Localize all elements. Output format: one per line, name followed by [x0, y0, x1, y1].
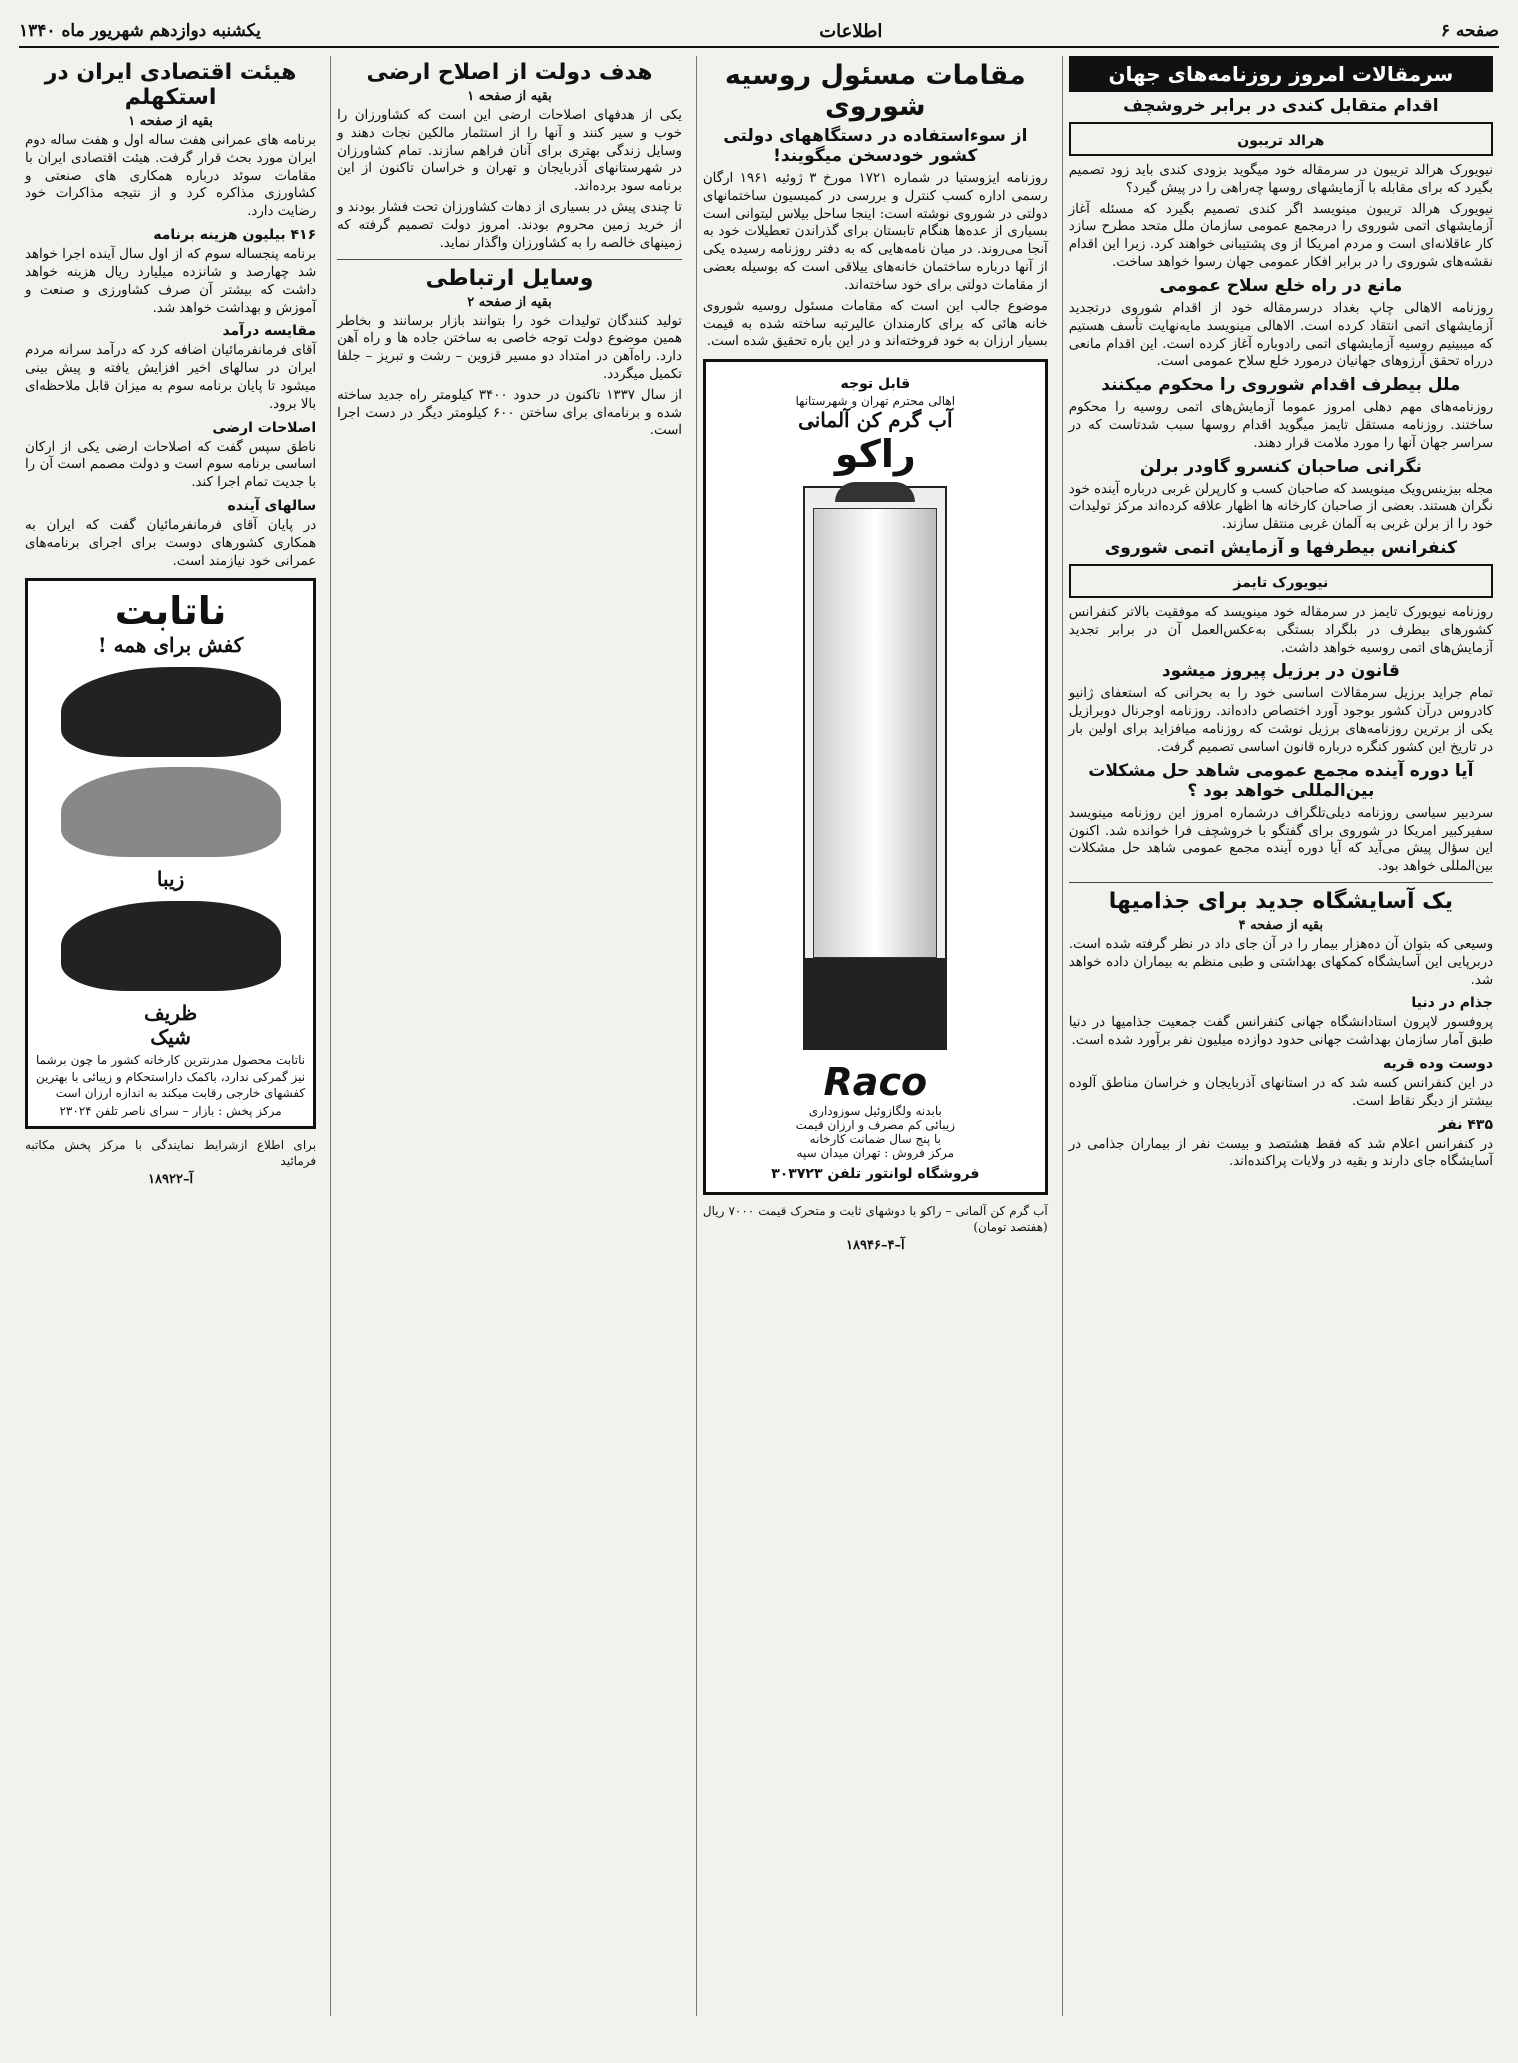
- column-soviet: [696, 56, 1054, 2016]
- article-title: هیئت اقتصادی ایران در استکهلم: [44, 60, 297, 110]
- columns: [19, 56, 1499, 2016]
- subhead: دوست وده قریه: [1383, 1056, 1493, 1072]
- article-title: مقامات مسئول روسیه شوروی: [724, 60, 1026, 122]
- ad-word: زیبا: [156, 867, 185, 892]
- shoe-illustration: [61, 667, 281, 757]
- subhead: جذام در دنیا: [1411, 995, 1493, 1012]
- article-title: وسایل ارتباطی: [425, 265, 594, 291]
- ad-word: شیک: [150, 1025, 191, 1050]
- ad-brand: ناتابت: [114, 589, 227, 634]
- column-land-reform: [330, 56, 688, 2016]
- water-heater-illustration: [803, 486, 947, 1050]
- divider: [1069, 882, 1493, 883]
- article-body: در پایان آقای فرمانفرمائیان گفت که ایران به همکاری کشورهای دوست برای اجرای برنامه‌های عمرانی خود نیازمند است.: [24, 518, 317, 569]
- article-title: هدف دولت از اصلاح ارضی: [366, 60, 653, 85]
- article-lead: نیویورک هرالد تریبون در سرمقاله خود میگوید بزودی کندی باید زود تصمیم بگیرد که برای مقابله با آزمایشهای روسها چه‌راهی را در پیش گیرد؟: [1068, 163, 1493, 196]
- article-title: اقدام متقابل کندی در برابر خروشچف: [1123, 96, 1439, 116]
- article-title: آیا دوره آینده مجمع عمومی شاهد حل مشکلات بین‌المللی خواهد بود ؟: [1088, 760, 1474, 801]
- article-body: از سال ۱۳۳۷ تاکنون در حدود ۳۴۰۰ کیلومتر راه جدید ساخته شده و برنامه‌ای برای ساختن ۶۰۰ کیلومتر دیگر در دست اجرا است.: [337, 387, 682, 439]
- article-body: تا چندی پیش در بسیاری از دهات کشاورزان تحت فشار بودند و از خرید زمین محروم بودند. امروز دولت تصمیم گرفته که زمینهای خالصه را به کشاورزان واگذار نماید.: [337, 200, 682, 251]
- issue-date: یکشنبه دوازدهم شهریور ماه ۱۳۴۰: [19, 21, 261, 41]
- section-banner: سرمقالات امروز روزنامه‌های جهان: [1069, 56, 1493, 92]
- article-title: مانع در راه خلع سلاح عمومی: [1159, 275, 1403, 296]
- column-economic: [19, 56, 322, 2016]
- article-body: در کنفرانس اعلام شد که فقط هشتصد و بیست نفر از بیماران جذامی در آسایشگاه جای دارند و بقیه در ولایات پراکنده‌اند.: [1068, 1136, 1493, 1170]
- article-body: ناطق سپس گفت که اصلاحات ارضی یکی از ارکان اساسی برنامه سوم است و دولت مصمم است آن را با جدیت تمام اجرا کند.: [24, 439, 317, 491]
- article-body: در این کنفرانس کسه شد که در استانهای آذربایجان و خراسان مناطق آلوده بیشتر از دیگر نقاط است.: [1068, 1076, 1493, 1109]
- ad-shop: فروشگاه لوانتور تلفن ۳۰۳۷۲۳: [771, 1166, 980, 1183]
- article-body: یکی از هدفهای اصلاحات ارضی این است که کشاورزان را خوب و سیر کنند و آنها را از استثمار مالکین نجات دهند و وسایل زندگی بهتری برای آنان فراهم سازند. تمام کشاورزان در شهرستانهای آذربایجان و تهران و خراسان تاکنون از این برنامه سود برده‌اند.: [337, 108, 682, 195]
- ad-footer: برای اطلاع ازشرایط نمایندگی با مرکز پخش مکاتبه فرمائید: [24, 1137, 317, 1168]
- ad-line: با پنج سال ضمانت کارخانه: [809, 1132, 941, 1147]
- article-title: ملل بیطرف اقدام شوروی را محکوم میکنند: [1101, 375, 1461, 396]
- article-kicker: بقیه از صفحه ۴: [1238, 917, 1324, 933]
- ad-head: آب گرم کن آلمانی: [798, 408, 953, 433]
- ad-dealer: مرکز فروش : تهران میدان سپه: [796, 1146, 955, 1161]
- ad-code: آ–۱۸۹۲۲: [148, 1171, 194, 1187]
- ad-sub: اهالی محترم تهران و شهرستانها: [795, 394, 956, 409]
- ad-tag: کفش برای همه !: [97, 633, 244, 658]
- article-subtitle: از سوءاستفاده در دستگاههای دولتی کشور خودسخن میگویند!: [723, 126, 1028, 166]
- subhead: مقایسه درآمد: [222, 323, 317, 340]
- natabet-shoe-ad: [25, 578, 316, 1128]
- article-body: مجله بیزینس‌ویک مینویسد که صاحبان کسب و کارپرلن غربی درباره آینده خود نگران هستند. بعضی از صاحبان کارخانه ها اظهار علاقه کرده‌اند مرکز تولیدات خود را از برلن غربی به آلمان غربی منتقل سازند.: [1068, 481, 1493, 533]
- article-body: آقای فرمانفرمائیان اضافه کرد که درآمد سرانه مردم ایران در سالهای اخیر افزایش یافته و پیش بینی میشود تا پایان برنامه سوم به میزان قابل ملاحظه‌ای بالا برود.: [24, 343, 317, 412]
- article-body: پروفسور لاپرون استادانشگاه جهانی کنفرانس گفت جمعیت جذامیها در دنیا طبق آمار سازمان بهداشت جهانی حدود دوازده میلیون نفر برآورد شده است.: [1068, 1015, 1493, 1049]
- subhead: ۴۱۶ بیلیون هزینه برنامه: [153, 227, 317, 244]
- article-kicker: بقیه از صفحه ۲: [467, 294, 552, 310]
- article-title: کنفرانس بیطرفها و آزمایش اتمی شوروی: [1104, 538, 1457, 558]
- masthead: [19, 16, 1499, 48]
- ad-line: بابدنه ولگازوئیل سوزوداری: [808, 1104, 942, 1119]
- ad-footer: آب گرم کن آلمانی – راکو با دوشهای ثابت و متحرک قیمت ۷۰۰۰ ریال (هفتصد تومان): [702, 1204, 1048, 1235]
- article-body: سردبیر سیاسی روزنامه دیلی‌تلگراف درشماره امروز این روزنامه مینویسد سفیرکبیر امریکا در شوروی برای گفتگو با خروشچف فرا خوانده شد. اکنون این سؤال پیش می‌آید که آیا دوره آینده مجمع عمومی شاهد حل مشکلات بین‌المللی خواهد بود.: [1068, 805, 1493, 875]
- ad-brand: راکو: [834, 432, 916, 477]
- newspaper-page: [19, 16, 1499, 2026]
- ad-desc: ناتابت محصول مدرنترین کارخانه کشور ما چون برشما نیز گمرکی ندارد، باکمک داراستحکام و زیبائی با بهترین کفشهای خارجی رقابت میکند به اندازه ارزان است: [35, 1053, 306, 1100]
- ad-line: زیبائی کم مصرف و ارزان قیمت: [795, 1118, 955, 1133]
- ad-title: قابل توجه: [840, 376, 911, 393]
- article-body: روزنامه‌های مهم دهلی امروز عموما آزمایش‌های اتمی روسیه را محکوم ساختند. روزنامه مستقل تایمز میگوید اقدام روسها سبب شدتاست که در سراسر جهان آنها را مورد ملامت قرار دهند.: [1068, 400, 1493, 451]
- article-kicker: بقیه از صفحه ۱: [128, 114, 213, 129]
- shoe-illustration: [61, 767, 281, 857]
- article-body: موضوع جالب این است که مقامات مسئول روسیه شوروی خانه هائی که برای کارمندان عالیرتبه ساخته شده به قیمت بسیار ارزان به خود فروخته‌اند و در این باره تحقیق شده است.: [702, 298, 1048, 350]
- article-body: روزنامه الاهالی چاپ بغداد درسرمقاله خود از اقدام شوروی درتجدید آزمایشهای اتمی انتقاد کرده است. الاهالی مینویسد مایه‌نهایت تأسف هستیم که میبینیم روسیه آزمایشهای اتمی رادوباره آغاز کرده است. این اقدام مانعی درراه تحقق آرزوهای جهانیان درمورد خلع سلاح عمومی است.: [1068, 300, 1493, 370]
- raco-ad: [703, 359, 1048, 1195]
- subhead: اصلاحات ارضی: [212, 419, 317, 436]
- column-editorials: [1062, 56, 1499, 2016]
- divider: [337, 259, 682, 260]
- ad-address: مرکز پخش : بازار – سرای ناصر تلفن ۲۳۰۲۴: [59, 1103, 282, 1118]
- paper-logo: نیویورک تایمز: [1069, 564, 1493, 598]
- article-body: برنامه های عمرانی هفت ساله اول و هفت ساله دوم ایران مورد بحث قرار گرفت. هیئت اقتصادی ایران با مقامات سوئد درباره همکاری های صنعتی و کشاورزی مذاکره کرد و از نتیجه مذاکرات خود رضایت دارد.: [24, 133, 317, 220]
- article-body: تولید کنندگان تولیدات خود را بتوانند بازار برسانند و بخاطر همین موضوع دولت توجه خاصی به ساختن جاده ها و راه آهن دارد. راه‌آهن در امتداد دو مسیر قزوین – رشت و تبریز – جلفا تکمیل میگردد.: [337, 313, 682, 382]
- ad-code: آ–۴–۱۸۹۴۶: [846, 1238, 905, 1254]
- article-kicker: بقیه از صفحه ۱: [467, 89, 552, 104]
- article-title: قانون در برزیل پیروز میشود: [1161, 661, 1400, 682]
- subhead: سالهای آینده: [227, 498, 317, 514]
- newspaper-title: اطلاعات: [819, 20, 883, 42]
- shoe-illustration: [61, 901, 281, 991]
- subhead: ۴۳۵ نفر: [1438, 1116, 1493, 1133]
- article-body: نیویورک هرالد تریبون مینویسد اگر کندی تصمیم بگیرد که مسئله آغاز آزمایشهای اتمی شوروی را درمجمع عمومی سازمان ملل متحد مطرح سازد کار عاقلانه‌ای است و مردم امریکا از وی پشتیبانی خواهند کرد. زیرا این اقدام نقشه‌های شوروی را در برابر افکار عمومی جهان رسوا خواهد ساخت.: [1068, 201, 1493, 271]
- page-number: صفحه ۶: [1440, 21, 1499, 41]
- article-title: یک آسایشگاه جدید برای جذامیها: [1108, 888, 1453, 914]
- ad-logo: Raco: [823, 1060, 928, 1105]
- article-body: روزنامه ایزوستیا در شماره ۱۷۲۱ مورخ ۳ ژوئیه ۱۹۶۱ ارگان رسمی اداره کسب کنترل و بررسی در کمیسیون ساختمانهای دولتی در شوروی نوشته است: اینجا ساحل بیلاس لیتوانی است بسیاری از عده‌ها هنگام تابستان برای گذراندن تعطیلات خود به آنجا می‌روند. در میان نامه‌هایی که به دفتر روزنامه رسیده یکی از آنها درباره ساختمان خانه‌های ییلاقی است که بوسیله بعضی از مقامات دولتی برای خود ساخته‌اند.: [702, 171, 1048, 293]
- article-body: تمام جراید برزیل سرمقالات اساسی خود را به بحرانی که استعفای ژانیو کادروس درآن کشور بوجود آورد اختصاص داده‌اند. روزنامه اوجرنال دوبرازیل یکی از برترین روزنامه‌های برزیل نوشت که روزنامه میافزاید برای اولین بار در تاریخ این کشور کنگره درباره قانون اساسی تصمیم گرفت.: [1068, 686, 1493, 755]
- article-body: وسیعی که بتوان آن ده‌هزار بیمار را در آن جای داد در نظر گرفته شده است. دربرپایی این آسایشگاه کمکهای بهداشتی و طبی منظم به بیماران داده خواهد شد.: [1068, 936, 1493, 988]
- paper-logo: هرالد تریبون: [1069, 122, 1493, 156]
- ad-word: ظریف: [143, 1001, 198, 1026]
- article-body: روزنامه نیویورک تایمز در سرمقاله خود مینویسد که موفقیت بالاتر کنفرانس کشورهای بیطرف در بلگراد بستگی به‌عکس‌العمل آن در برابر تجدید آزمایش‌های اتمی روسیه خواهد داشت.: [1068, 605, 1493, 656]
- article-body: برنامه پنجساله سوم که از اول سال آینده اجرا خواهد شد چهارصد و شانزده میلیارد ریال هزینه خواهد داشت که بیشتر آن صرف کشاورزی و صنعت و آموزش و بهداشت خواهد شد.: [24, 247, 317, 316]
- article-title: نگرانی صاحبان کنسرو گاودر برلن: [1139, 456, 1422, 477]
